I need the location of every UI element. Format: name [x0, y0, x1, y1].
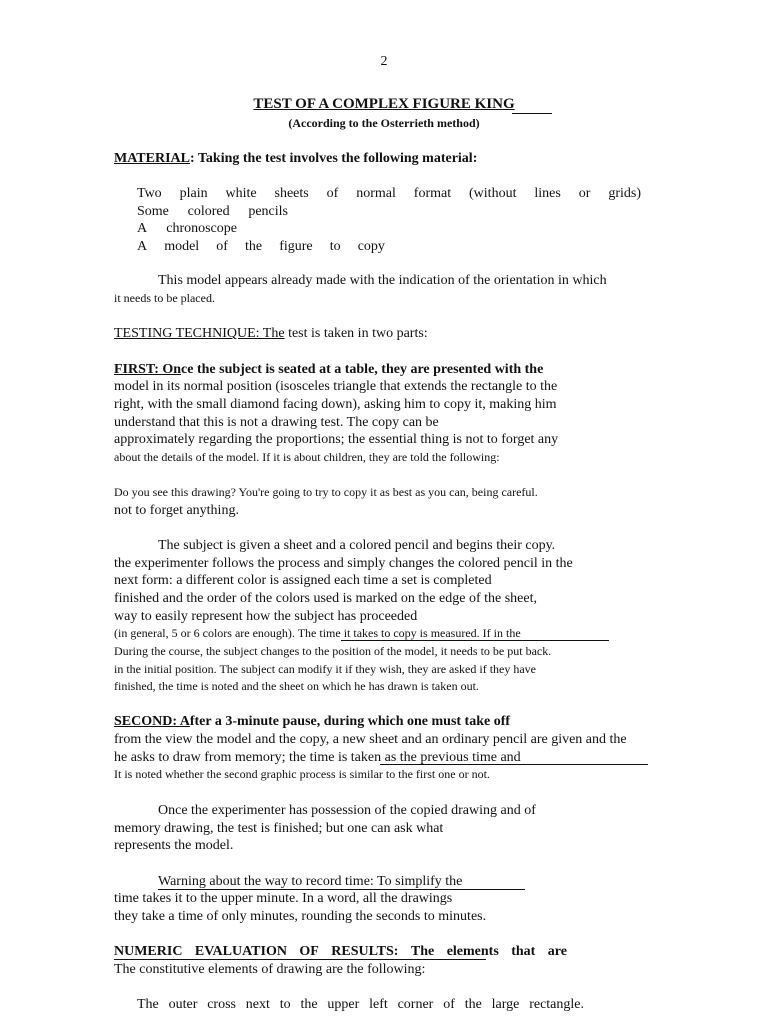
material-note-line-2: it needs to be placed. [114, 291, 215, 305]
material-item-4: A model of the figure to copy [137, 239, 385, 254]
material-note-line-1: This model appears already made with the indication of the orientation in which [158, 273, 607, 288]
procedure-line: the experimenter follows the process and simply changes the colored pencil in the [114, 556, 573, 571]
second-part-heading [114, 713, 648, 730]
material-item-2: Some colored pencils [137, 204, 288, 219]
first-part-intro: ce the subject is seated at a table, they are presented with the [181, 362, 544, 377]
procedure-line: in the initial position. The subject can modify it if they wish, they are asked if they have [114, 662, 537, 676]
second-part-intro: fter a 3-minute pause, during which one must take off [189, 714, 511, 729]
material-heading [114, 150, 648, 167]
second-part-label: SECOND: A [114, 714, 190, 729]
testing-technique-label: TESTING TECHNIQUE: The [114, 326, 285, 341]
instruction-quote-line-2: not to forget anything. [114, 503, 239, 518]
finish-line: memory drawing, the test is finished; but one can ask what [114, 821, 444, 836]
procedure-line: way to easily represent how the subject has proceeded [114, 609, 418, 624]
first-part-line: about the details of the model. If it is about children, they are told the following: [114, 450, 500, 464]
title-text: TEST OF A COMPLEX FIGURE KING [253, 96, 515, 112]
numeric-evaluation-heading: NUMERIC EVALUATION OF RESULTS: The elements that are [114, 944, 567, 959]
material-label: MATERIAL [114, 151, 190, 166]
first-part-line: model in its normal position (isosceles triangle that extends the rectangle to the [114, 379, 558, 394]
first-part-line: understand that this is not a drawing test. The copy can be [114, 415, 439, 430]
page-number: 2 [380, 54, 388, 69]
material-intro: : Taking the test involves the following material: [189, 151, 478, 166]
title-underline-extension [512, 113, 552, 114]
second-part-line: It is noted whether the second graphic process is similar to the first one or not. [114, 767, 490, 781]
testing-technique-heading [114, 325, 648, 342]
material-item-3: A chronoscope [137, 221, 237, 236]
material-item-1: Two plain white sheets of normal format (without lines or grids) [137, 186, 641, 201]
first-part-line: approximately regarding the proportions; the essential thing is not to forget any [114, 432, 559, 447]
instruction-quote-line-1: Do you see this drawing? You're going to try to copy it as best as you can, being careful. [114, 485, 538, 499]
finish-line: Once the experimenter has possession of the copied drawing and of [158, 803, 536, 818]
first-part-heading [114, 361, 648, 378]
document-subtitle: (According to the Osterrieth method) [288, 116, 480, 130]
previous-time-underline [380, 764, 648, 765]
measured-time-underline [341, 640, 609, 641]
procedure-line: finished, the time is noted and the sheet on which he has drawn is taken out. [114, 679, 479, 693]
testing-technique-text: test is taken in two parts: [284, 326, 428, 341]
procedure-line: next form: a different color is assigned each time a set is completed [114, 573, 492, 588]
warning-line: time takes it to the upper minute. In a word, all the drawings [114, 891, 453, 906]
numeric-evaluation-item: The outer cross next to the upper left corner of the large rectangle. [137, 997, 584, 1012]
first-part-label: FIRST: On [114, 362, 182, 377]
numeric-evaluation-underline [114, 959, 486, 960]
procedure-line: The subject is given a sheet and a colored pencil and begins their copy. [158, 538, 556, 553]
warning-line: they take a time of only minutes, rounding the seconds to minutes. [114, 909, 487, 924]
procedure-line: finished and the order of the colors used is marked on the edge of the sheet, [114, 591, 537, 606]
warning-line: Warning about the way to record time: To simplify the [158, 874, 463, 889]
second-part-line: from the view the model and the copy, a new sheet and an ordinary pencil are given and the [114, 732, 627, 747]
procedure-line: (in general, 5 or 6 colors are enough). The time it takes to copy is measured. If in the [114, 626, 521, 640]
second-part-line: he asks to draw from memory; the time is taken as the previous time and [114, 750, 521, 765]
first-part-line: right, with the small diamond facing down), asking him to copy it, making him [114, 397, 557, 412]
finish-line: represents the model. [114, 838, 234, 853]
numeric-evaluation-line: The constitutive elements of drawing are the following: [114, 962, 426, 977]
document-title [0, 96, 768, 113]
procedure-line: During the course, the subject changes to the position of the model, it needs to be put back. [114, 644, 552, 658]
